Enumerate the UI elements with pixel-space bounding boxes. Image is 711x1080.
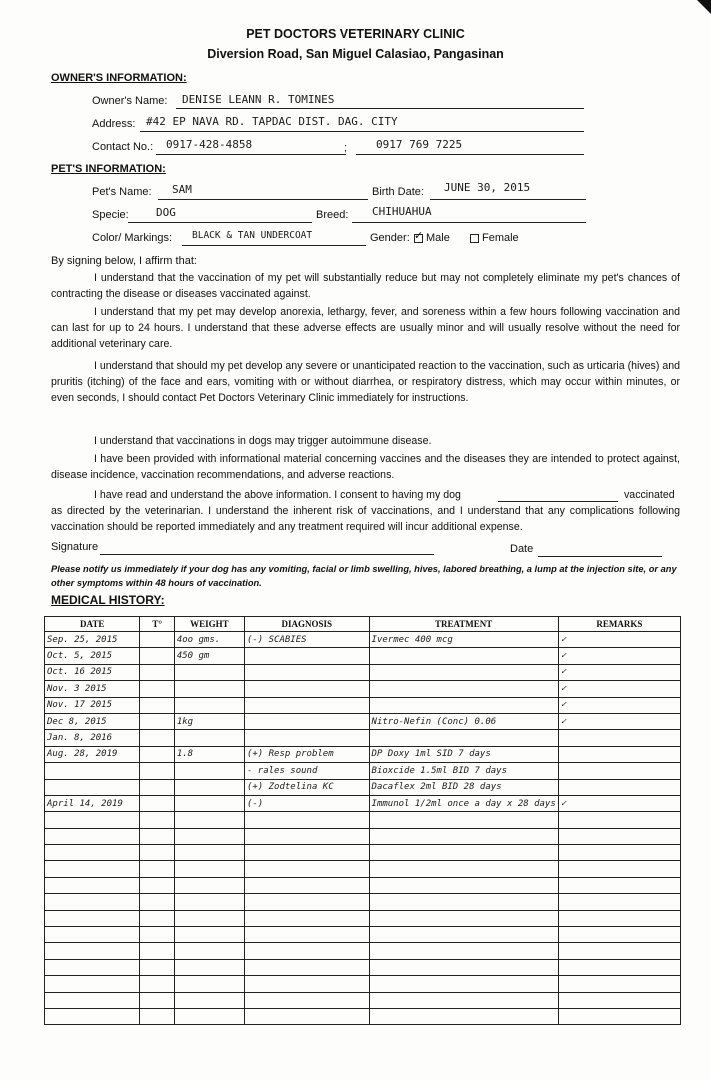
cell-remarks[interactable] (558, 861, 680, 877)
cell-treatment[interactable]: Nitro-Nefin (Conc) 0.06 (369, 713, 558, 729)
col-temperature: T° (140, 617, 174, 632)
cell-weight[interactable] (174, 730, 244, 746)
table-row (45, 894, 681, 910)
specie-value[interactable]: DOG (156, 206, 176, 219)
cell-remarks[interactable] (558, 959, 680, 975)
color-markings-value[interactable]: BLACK & TAN UNDERCOAT (192, 230, 313, 241)
cell-diagnosis[interactable] (244, 845, 369, 861)
cell-remarks[interactable] (558, 828, 680, 844)
cell-weight[interactable]: 450 gm (174, 648, 244, 664)
date-line[interactable] (538, 556, 662, 557)
cell-treatment[interactable] (369, 861, 558, 877)
table-row (45, 681, 681, 697)
table-row (45, 959, 681, 975)
cell-temperature[interactable] (140, 795, 174, 811)
specie-label: Specie: (92, 209, 129, 221)
cell-date[interactable] (45, 943, 140, 959)
cell-weight[interactable] (174, 976, 244, 992)
cell-date[interactable]: Dec 8, 2015 (45, 713, 140, 729)
cell-temperature[interactable] (140, 812, 174, 828)
table-row (45, 648, 681, 664)
cell-temperature[interactable] (140, 632, 174, 648)
cell-temperature[interactable] (140, 943, 174, 959)
cell-treatment[interactable] (369, 894, 558, 910)
cell-date[interactable]: Aug. 28, 2019 (45, 746, 140, 762)
cell-treatment[interactable]: Immunol 1/2ml once a day x 28 days (369, 795, 558, 811)
col-diagnosis: DIAGNOSIS (244, 617, 369, 632)
cell-weight[interactable] (174, 763, 244, 779)
table-row (45, 763, 681, 779)
birth-date-label: Birth Date: (372, 186, 424, 198)
cell-remarks[interactable] (558, 1008, 680, 1024)
signature-label: Signature (51, 541, 99, 553)
cell-temperature[interactable] (140, 697, 174, 713)
cell-remarks[interactable] (558, 877, 680, 893)
consent-intro: By signing below, I affirm that: (51, 255, 197, 267)
address-line (140, 131, 584, 132)
table-row (45, 779, 681, 795)
cell-treatment[interactable] (369, 845, 558, 861)
cell-treatment[interactable] (369, 730, 558, 746)
cell-remarks[interactable] (558, 746, 680, 762)
cell-date[interactable]: Sep. 25, 2015 (45, 632, 140, 648)
owner-section-title: OWNER'S INFORMATION: (51, 72, 187, 84)
cell-temperature[interactable] (140, 927, 174, 943)
cell-date[interactable] (45, 894, 140, 910)
table-row (45, 828, 681, 844)
contact-line-1 (156, 154, 346, 155)
cell-diagnosis[interactable]: (-) (244, 795, 369, 811)
medical-history-table (44, 616, 681, 1025)
cell-treatment[interactable] (369, 1008, 558, 1024)
cell-remarks[interactable]: ✓ (558, 681, 680, 697)
cell-weight[interactable] (174, 795, 244, 811)
cell-temperature[interactable] (140, 976, 174, 992)
cell-diagnosis[interactable] (244, 943, 369, 959)
cell-remarks[interactable]: ✓ (558, 632, 680, 648)
consent-paragraph-6: as directed by the veterinarian. I understand the inherent risk of vaccinations, and I understand that any complications following vaccination should be reported immediately and any treatment required will incur additional expense. (51, 505, 680, 533)
cell-weight[interactable] (174, 894, 244, 910)
breed-label: Breed: (316, 209, 349, 221)
cell-treatment[interactable] (369, 697, 558, 713)
table-row (45, 795, 681, 811)
owner-name-label: Owner's Name: (92, 95, 168, 107)
cell-temperature[interactable] (140, 664, 174, 680)
cell-diagnosis[interactable] (244, 812, 369, 828)
pet-name-line (158, 199, 368, 200)
consent-paragraph-4: I understand that vaccinations in dogs may trigger autoimmune disease. (94, 435, 432, 447)
cell-diagnosis[interactable] (244, 992, 369, 1008)
gender-male-option[interactable] (414, 229, 450, 244)
cell-treatment[interactable]: Ivermec 400 mcg (369, 632, 558, 648)
cell-temperature[interactable] (140, 910, 174, 926)
cell-date[interactable] (45, 812, 140, 828)
pet-name-label: Pet's Name: (92, 186, 152, 198)
cell-diagnosis[interactable] (244, 648, 369, 664)
cell-treatment[interactable] (369, 664, 558, 680)
cell-weight[interactable] (174, 1008, 244, 1024)
col-weight: WEIGHT (174, 617, 244, 632)
birth-date-line (430, 199, 586, 200)
pet-name-value[interactable]: SAM (172, 183, 192, 196)
table-row (45, 632, 681, 648)
cell-temperature[interactable] (140, 1008, 174, 1024)
cell-temperature[interactable] (140, 746, 174, 762)
cell-diagnosis[interactable] (244, 959, 369, 975)
specie-line (128, 222, 312, 223)
symptom-notice: Please notify us immediately if your dog has any vomiting, facial or limb swelling, hives, labored breathing, a lump at the injection site, or any other symptoms within 48 hours of vaccination. (51, 564, 677, 588)
cell-weight[interactable]: 4oo gms. (174, 632, 244, 648)
gender-female-label: Female (482, 232, 519, 244)
table-row (45, 1008, 681, 1024)
cell-diagnosis[interactable] (244, 1008, 369, 1024)
cell-date[interactable] (45, 927, 140, 943)
cell-remarks[interactable] (558, 943, 680, 959)
consent-paragraph-1: I understand that the vaccination of my pet will substantially reduce but may not completely eliminate my pet's chances of contracting the disease or diseases vaccinated against. (51, 272, 680, 300)
cell-remarks[interactable] (558, 845, 680, 861)
cell-temperature[interactable] (140, 861, 174, 877)
cell-remarks[interactable]: ✓ (558, 795, 680, 811)
cell-diagnosis[interactable] (244, 861, 369, 877)
cell-weight[interactable] (174, 861, 244, 877)
cell-remarks[interactable] (558, 894, 680, 910)
cell-temperature[interactable] (140, 713, 174, 729)
cell-treatment[interactable] (369, 681, 558, 697)
cell-diagnosis[interactable]: (+) Resp problem (244, 746, 369, 762)
table-row (45, 992, 681, 1008)
table-row (45, 943, 681, 959)
cell-diagnosis[interactable] (244, 927, 369, 943)
address-value[interactable]: #42 EP NAVA RD. TAPDAC DIST. DAG. CITY (146, 115, 398, 128)
cell-date[interactable]: Jan. 8, 2016 (45, 730, 140, 746)
consent-paragraph-5: I have been provided with informational material concerning vaccines and the diseases they are intended to protect against, disease incidence, vaccination recommendations, and adverse reactions. (51, 453, 680, 481)
table-row (45, 664, 681, 680)
cell-remarks[interactable]: ✓ (558, 664, 680, 680)
cell-treatment[interactable] (369, 648, 558, 664)
table-row (45, 861, 681, 877)
cell-remarks[interactable] (558, 992, 680, 1008)
cell-treatment[interactable]: DP Doxy 1ml SID 7 days (369, 746, 558, 762)
owner-name-line (176, 108, 584, 109)
cell-diagnosis[interactable]: - rales sound (244, 763, 369, 779)
cell-date[interactable] (45, 959, 140, 975)
male-checkbox[interactable]: ✓ (414, 229, 424, 242)
gender-female-option[interactable] (470, 232, 519, 244)
dog-name-blank (498, 501, 618, 502)
address-label: Address: (92, 118, 136, 130)
cell-diagnosis[interactable] (244, 713, 369, 729)
owner-name-value[interactable]: DENISE LEANN R. TOMINES (182, 93, 335, 106)
contact-line-2 (356, 154, 584, 155)
cell-treatment[interactable] (369, 959, 558, 975)
cell-date[interactable] (45, 877, 140, 893)
cell-date[interactable]: Oct. 16 2015 (45, 664, 140, 680)
table-row (45, 730, 681, 746)
clinic-name: PET DOCTORS VETERINARY CLINIC (246, 27, 465, 41)
table-row (45, 746, 681, 762)
cell-date[interactable] (45, 861, 140, 877)
cell-temperature[interactable] (140, 730, 174, 746)
cell-date[interactable] (45, 845, 140, 861)
consent-paragraph-2: I understand that my pet may develop anorexia, lethargy, fever, and soreness within a few hours following vaccination and can last for up to 24 hours. I understand that these adverse effects are usually minor and will usually resolve without the need for additional veterinary care. (51, 306, 680, 350)
cell-diagnosis[interactable] (244, 877, 369, 893)
cell-remarks[interactable] (558, 763, 680, 779)
cell-date[interactable] (45, 763, 140, 779)
cell-treatment[interactable] (369, 812, 558, 828)
cell-diagnosis[interactable] (244, 664, 369, 680)
female-checkbox[interactable] (470, 234, 479, 243)
cell-weight[interactable] (174, 681, 244, 697)
scan-corner-mark (697, 0, 711, 14)
cell-remarks[interactable] (558, 976, 680, 992)
cell-date[interactable] (45, 828, 140, 844)
cell-treatment[interactable] (369, 910, 558, 926)
gender-male-label: Male (426, 232, 450, 244)
cell-remarks[interactable] (558, 812, 680, 828)
cell-diagnosis[interactable] (244, 697, 369, 713)
cell-weight[interactable] (174, 992, 244, 1008)
clinic-address: Diversion Road, San Miguel Calasiao, Pangasinan (207, 47, 504, 61)
contact-value-2[interactable]: 0917 769 7225 (376, 138, 463, 151)
cell-temperature[interactable] (140, 779, 174, 795)
cell-diagnosis[interactable]: (+) Zodtelina KC (244, 779, 369, 795)
cell-treatment[interactable] (369, 828, 558, 844)
cell-weight[interactable]: 1.8 (174, 746, 244, 762)
cell-treatment[interactable] (369, 976, 558, 992)
cell-treatment[interactable] (369, 943, 558, 959)
cell-diagnosis[interactable] (244, 910, 369, 926)
cell-diagnosis[interactable] (244, 730, 369, 746)
birth-date-value[interactable]: JUNE 30, 2015 (444, 181, 531, 194)
table-header-row (45, 617, 681, 632)
cell-temperature[interactable] (140, 877, 174, 893)
breed-value[interactable]: CHIHUAHUA (372, 205, 432, 218)
cell-date[interactable]: April 14, 2019 (45, 795, 140, 811)
cell-weight[interactable] (174, 697, 244, 713)
cell-temperature[interactable] (140, 845, 174, 861)
cell-treatment[interactable] (369, 877, 558, 893)
color-markings-line (182, 245, 366, 246)
cell-diagnosis[interactable] (244, 681, 369, 697)
col-treatment: TREATMENT (369, 617, 558, 632)
contact-separator: ; (344, 142, 348, 154)
table-row (45, 877, 681, 893)
consent-paragraph-6-start: I have read and understand the above information. I consent to having my dog (94, 489, 461, 501)
consent-paragraph-6-vaccinated: vaccinated (624, 489, 675, 501)
cell-treatment[interactable] (369, 992, 558, 1008)
cell-weight[interactable] (174, 877, 244, 893)
signature-line[interactable] (100, 554, 434, 555)
contact-value-1[interactable]: 0917-428-4858 (166, 138, 253, 151)
cell-remarks[interactable] (558, 910, 680, 926)
cell-weight[interactable] (174, 828, 244, 844)
cell-date[interactable] (45, 976, 140, 992)
table-row (45, 713, 681, 729)
pet-section-title: PET'S INFORMATION: (51, 163, 166, 175)
table-row (45, 976, 681, 992)
table-row (45, 812, 681, 828)
cell-remarks[interactable]: ✓ (558, 713, 680, 729)
cell-temperature[interactable] (140, 959, 174, 975)
cell-date[interactable] (45, 992, 140, 1008)
date-label: Date (510, 543, 534, 555)
cell-remarks[interactable]: ✓ (558, 697, 680, 713)
cell-remarks[interactable] (558, 927, 680, 943)
cell-remarks[interactable]: ✓ (558, 648, 680, 664)
cell-treatment[interactable] (369, 927, 558, 943)
table-row (45, 927, 681, 943)
cell-temperature[interactable] (140, 828, 174, 844)
table-row (45, 910, 681, 926)
table-row (45, 697, 681, 713)
cell-weight[interactable]: 1kg (174, 713, 244, 729)
cell-weight[interactable] (174, 812, 244, 828)
col-date: DATE (45, 617, 140, 632)
cell-date[interactable] (45, 910, 140, 926)
color-markings-label: Color/ Markings: (92, 232, 173, 244)
medical-section-title: MEDICAL HISTORY: (51, 593, 165, 607)
consent-paragraph-3: I understand that should my pet develop any severe or unanticipated reaction to the vaccination, such as urticaria (hives) and pruritis (itching) of the face and ears, vomiting with or without diarrhea, or respiratory distress, which may occur within minutes, or even seconds, I should contact Pet Doctors Veterinary Clinic immediately for instructions. (51, 360, 680, 404)
cell-date[interactable]: Nov. 3 2015 (45, 681, 140, 697)
gender-label: Gender: (370, 232, 410, 244)
breed-line (352, 222, 586, 223)
cell-treatment[interactable]: Bioxcide 1.5ml BID 7 days (369, 763, 558, 779)
cell-diagnosis[interactable]: (-) SCABIES (244, 632, 369, 648)
cell-temperature[interactable] (140, 763, 174, 779)
cell-date[interactable]: Oct. 5, 2015 (45, 648, 140, 664)
cell-weight[interactable] (174, 927, 244, 943)
cell-weight[interactable] (174, 943, 244, 959)
col-remarks: REMARKS (558, 617, 680, 632)
cell-weight[interactable] (174, 779, 244, 795)
table-row (45, 845, 681, 861)
cell-weight[interactable] (174, 910, 244, 926)
cell-date[interactable]: Nov. 17 2015 (45, 697, 140, 713)
cell-temperature[interactable] (140, 992, 174, 1008)
cell-remarks[interactable] (558, 730, 680, 746)
cell-temperature[interactable] (140, 894, 174, 910)
cell-treatment[interactable]: Dacaflex 2ml BID 28 days (369, 779, 558, 795)
cell-date[interactable] (45, 1008, 140, 1024)
cell-date[interactable] (45, 779, 140, 795)
cell-diagnosis[interactable] (244, 828, 369, 844)
cell-temperature[interactable] (140, 648, 174, 664)
cell-weight[interactable] (174, 845, 244, 861)
cell-temperature[interactable] (140, 681, 174, 697)
cell-diagnosis[interactable] (244, 976, 369, 992)
contact-label: Contact No.: (92, 141, 154, 153)
cell-weight[interactable] (174, 664, 244, 680)
cell-remarks[interactable] (558, 779, 680, 795)
cell-weight[interactable] (174, 959, 244, 975)
cell-diagnosis[interactable] (244, 894, 369, 910)
